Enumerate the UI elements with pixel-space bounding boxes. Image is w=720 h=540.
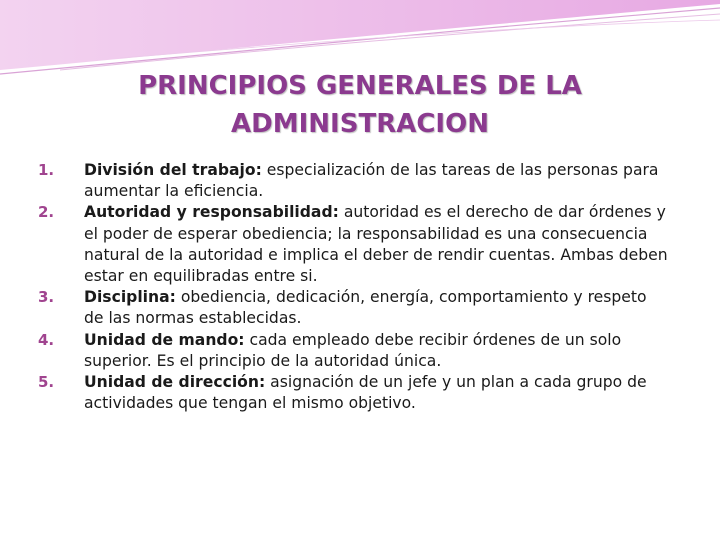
list-item — [38, 287, 668, 329]
item-number: 3. — [38, 288, 55, 307]
item-body — [84, 160, 668, 202]
list-item — [38, 160, 668, 202]
principles-list — [38, 160, 668, 414]
list-item — [38, 202, 668, 287]
item-term: Unidad de mando: — [84, 330, 245, 349]
item-body — [84, 330, 668, 372]
item-term: División del trabajo: — [84, 161, 262, 179]
item-body — [84, 202, 668, 287]
item-term: Disciplina: — [84, 288, 176, 307]
title-line-1: PRINCIPIOS GENERALES DE LA — [138, 71, 582, 102]
item-body — [84, 372, 668, 414]
item-number: 5. — [38, 373, 55, 392]
item-text: especialización de las tareas de las personas para aumentar la eficiencia. — [84, 161, 659, 201]
item-term: Unidad de dirección: — [84, 373, 266, 392]
list-item — [38, 330, 668, 372]
page-title — [60, 67, 660, 143]
item-number: 2. — [38, 203, 55, 222]
item-text: autoridad es el derecho de dar órdenes y el poder de esperar obediencia; la responsabilidad es una consecuencia natural de la autoridad e implica el deber de rendir cuentas. Ambas deben estar en equilibradas entre si. — [84, 203, 668, 286]
title-line-2: ADMINISTRACION — [231, 109, 489, 140]
item-text: obediencia, dedicación, energía, comportamiento y respeto de las normas establecidas. — [84, 288, 647, 328]
item-number: 1. — [38, 161, 55, 179]
item-text: cada empleado debe recibir órdenes de un solo superior. Es el principio de la autoridad única. — [84, 330, 622, 370]
item-term: Autoridad y responsabilidad: — [84, 203, 339, 222]
item-text: asignación de un jefe y un plan a cada grupo de actividades que tengan el mismo objetivo. — [84, 373, 647, 413]
item-number: 4. — [38, 330, 55, 349]
item-body — [84, 287, 668, 329]
ribbon-band — [0, 0, 720, 70]
list-item — [38, 372, 668, 414]
